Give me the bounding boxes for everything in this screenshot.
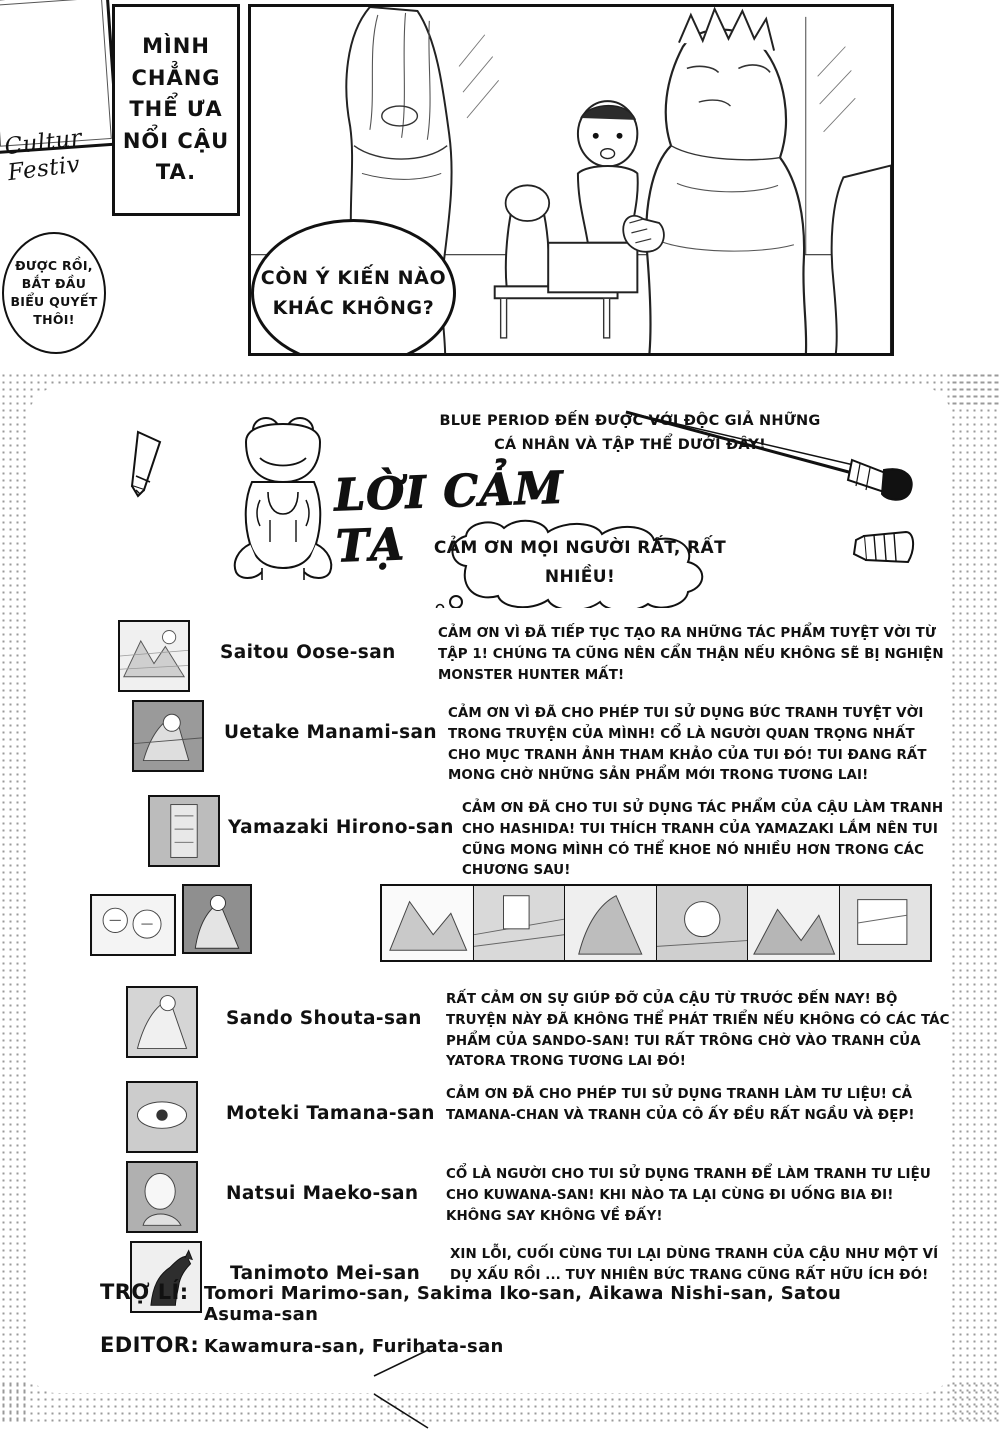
comic-strip	[0, 0, 1000, 372]
footer-credit-label: EDITOR:	[100, 1333, 200, 1357]
speech-bubble-question-text: CÒN Ý KIẾN NÀO KHÁC KHÔNG?	[260, 266, 447, 319]
credit-row	[70, 795, 950, 882]
credit-row	[70, 700, 950, 787]
credit-row	[70, 986, 950, 1073]
mini-thumbnails	[90, 890, 330, 960]
artwork-thumbnail	[132, 700, 204, 772]
paint-tube-icon	[850, 528, 920, 568]
footer-credit-label: TRỢ LÍ:	[100, 1280, 189, 1304]
credit-message: RẤT CẢM ƠN SỰ GIÚP ĐỠ CỦA CẬU TỪ TRƯỚC ĐẾN NAY! BỘ TRUYỆN NÀY ĐÃ KHÔNG THỂ PHÁT TRIỂN NẾU KHÔNG CÓ CÁC TÁC PHẨM CỦA SANDO-SAN! TUI RẤT TRÔNG CHỜ VÀO TRANH CỦA YATORA TRONG TƯƠNG LAI ĐÓ!	[446, 992, 950, 1070]
gallery-item	[382, 886, 474, 960]
credit-name: Uetake Manami-san	[224, 722, 438, 743]
credit-message: CỔ LÀ NGƯỜI CHO TUI SỬ DỤNG TRANH ĐỂ LÀM TRANH TƯ LIỆU CHO KUWANA-SAN! KHI NÀO TA LẠI CÙNG ĐI UỐNG BIA ĐI! KHÔNG SAY KHÔNG VỀ ĐẤY!	[446, 1167, 931, 1224]
footer-credit-line	[100, 1280, 900, 1325]
chalkboard-text: Cultur Festiv	[3, 125, 84, 187]
thumb-sketch-2	[134, 702, 202, 770]
footer-credit-value: Tomori Marimo-san, Sakima Iko-san, Aikawa Nishi-san, Satou Asuma-san	[204, 1283, 842, 1325]
credit-name: Tanimoto Mei-san	[230, 1263, 421, 1285]
thanks-title-text: LỜI CẢM TẠ	[333, 462, 565, 573]
thanks-panel	[30, 388, 950, 1393]
panel-monologue	[112, 4, 240, 216]
gallery-item	[474, 886, 566, 960]
credit-name: Sando Shouta-san	[226, 1008, 422, 1030]
gallery-item	[840, 886, 931, 960]
gallery-item	[748, 886, 840, 960]
thumb-sketch-3	[150, 797, 218, 865]
gallery-region	[70, 890, 950, 986]
artwork-thumbnail	[148, 795, 220, 867]
thumb-sketch-faces	[92, 896, 174, 954]
gallery-sketch-1	[382, 886, 473, 960]
footer-credit-line	[100, 1333, 900, 1357]
credit-message: CẢM ƠN ĐÃ CHO TUI SỬ DỤNG TÁC PHẨM CỦA CẬU LÀM TRANH CHO HASHIDA! TUI THÍCH TRANH CỦA YAMAZAKI LẮM NÊN TUI CŨNG MONG MÌNH CÓ THỂ KHOE NÓ NHIỀU HƠN TRONG CÁC CHƯƠNG SAU!	[462, 801, 944, 879]
frog-mascot-icon	[220, 408, 350, 588]
cloud-speech-bubble	[400, 516, 760, 608]
thumb-sketch-4	[128, 988, 196, 1056]
thumb-sketch-5	[128, 1083, 196, 1151]
thumb-sketch-figure	[184, 886, 250, 952]
gallery-sketch-2	[474, 886, 565, 960]
credit-message: XIN LỖI, CUỐI CÙNG TUI LẠI DÙNG TRANH CỦA CẬU NHƯ MỘT VÍ DỤ XẤU RỒI ... TUY NHIÊN BỨC TRANG CŨNG RẤT HỮU ÍCH ĐÓ!	[450, 1247, 939, 1283]
credit-row	[70, 620, 950, 692]
credit-name: Moteki Tamana-san	[226, 1103, 435, 1125]
credit-message: CẢM ƠN ĐÃ CHO PHÉP TUI SỬ DỤNG TRANH LÀM TƯ LIỆU! CẢ TAMANA-CHAN VÀ TRANH CỦA CÔ ẤY ĐỀU RẤT NGẦU VÀ ĐẸP!	[446, 1087, 915, 1123]
artwork-thumbnail	[182, 884, 252, 954]
credits-list	[70, 620, 950, 1321]
thumb-sketch-1	[120, 622, 188, 690]
credit-name: Natsui Maeko-san	[226, 1183, 419, 1205]
pencil-icon	[130, 428, 176, 498]
cloud-bubble-text: CẢM ƠN MỌI NGƯỜI RẤT, RẤT NHIỀU!	[433, 538, 727, 587]
screentone-right	[950, 372, 1000, 1422]
thumb-sketch-6	[128, 1163, 196, 1231]
gallery-sketch-4	[657, 886, 748, 960]
credit-row	[70, 1081, 950, 1153]
thanks-intro-text: BLUE PERIOD ĐẾN ĐƯỢC VỚI ĐỘC GIẢ NHỮNG CÁ NHÂN VÀ TẬP THỂ DƯỚI ĐÂY!	[439, 413, 821, 453]
artwork-thumbnail	[126, 1161, 198, 1233]
artwork-thumbnail	[90, 894, 176, 956]
artwork-thumbnail	[126, 986, 198, 1058]
credit-message: CẢM ƠN VÌ ĐÃ CHO PHÉP TUI SỬ DỤNG BỨC TRANH TUYỆT VỜI TRONG TRUYỆN CỦA MÌNH! CỔ LÀ NGƯỜI QUAN TRỌNG NHẤT CHO MỤC TRANH ẢNH THAM KHẢO CỦA TUI ĐÓ! TUI ĐANG RẤT MONG CHỜ NHỮNG SẢN PHẨM MỚI TRONG TƯƠNG LAI!	[448, 706, 927, 784]
credit-message: CẢM ƠN VÌ ĐÃ TIẾP TỤC TẠO RA NHỮNG TÁC PHẨM TUYỆT VỜI TỪ TẬP 1! CHÚNG TA CŨNG NÊN CẨN THẬN NẾU KHÔNG SẼ BỊ NGHIỆN MONSTER HUNTER MẤT!	[438, 626, 944, 683]
gallery-item	[657, 886, 749, 960]
speech-bubble-vote-text: ĐƯỢC RỒI, BẮT ĐẦU BIỂU QUYẾT THÔI!	[10, 257, 98, 328]
credit-name: Saitou Oose-san	[220, 642, 396, 663]
artwork-thumbnail	[126, 1081, 198, 1153]
gallery-sketch-6	[840, 886, 931, 960]
credit-row	[70, 1161, 950, 1233]
gallery-item	[565, 886, 657, 960]
gallery-strip	[380, 884, 932, 962]
thanks-section	[0, 372, 1000, 1422]
credit-name: Yamazaki Hirono-san	[228, 817, 454, 839]
gallery-sketch-3	[565, 886, 656, 960]
panel-classroom	[248, 4, 894, 356]
screentone-left	[0, 372, 30, 1422]
gallery-sketch-5	[748, 886, 839, 960]
speech-bubble-vote	[2, 232, 106, 354]
panel-monologue-text: MÌNH CHẲNG THỂ ƯA NỔI CẬU TA.	[122, 34, 230, 185]
footer-credit-value: Kawamura-san, Furihata-san	[204, 1336, 504, 1357]
footer-credits	[100, 1280, 900, 1365]
artwork-thumbnail	[118, 620, 190, 692]
speech-bubble-question	[251, 219, 456, 356]
chalkboard-panel	[0, 0, 112, 372]
